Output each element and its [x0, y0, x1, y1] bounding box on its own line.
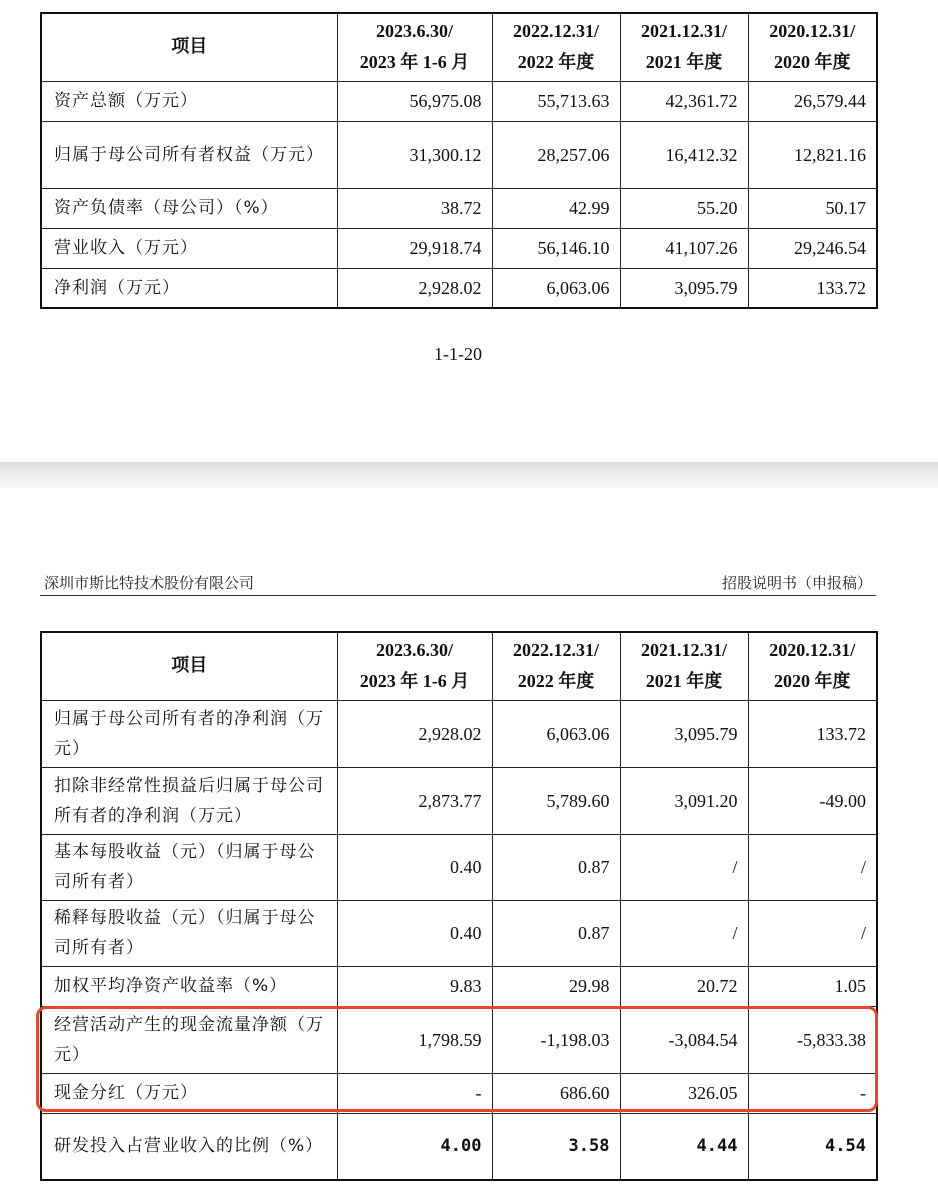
cell-value: 0.40 [337, 900, 492, 966]
header-col-2023h1: 2023.6.30/ 2023 年 1-6 月 [337, 13, 492, 81]
cell-value: - [748, 1073, 877, 1113]
row-label: 经营活动产生的现金流量净额（万元） [41, 1006, 337, 1073]
cell-value: 1.05 [748, 966, 877, 1006]
row-label: 资产总额（万元） [41, 81, 337, 121]
cell-value: 133.72 [748, 700, 877, 767]
cell-value: 9.83 [337, 966, 492, 1006]
table-row [41, 966, 877, 1006]
cell-value: 3,095.79 [620, 700, 748, 767]
table-row [41, 81, 877, 121]
company-name: 深圳市斯比特技术股份有限公司 [44, 574, 255, 592]
table-header-row [41, 632, 877, 700]
header-col-2021: 2021.12.31/ 2021 年度 [620, 632, 748, 700]
cell-value: 0.87 [492, 834, 620, 900]
cell-value: 26,579.44 [748, 81, 877, 121]
cell-value: / [748, 900, 877, 966]
table-row [41, 121, 877, 188]
cell-value: 42,361.72 [620, 81, 748, 121]
row-label: 营业收入（万元） [41, 228, 337, 268]
financial-table-2 [40, 631, 878, 1181]
cell-value: 42.99 [492, 188, 620, 228]
table-row [41, 900, 877, 966]
cell-value: -49.00 [748, 767, 877, 834]
cell-value: 29,918.74 [337, 228, 492, 268]
cell-value: 55,713.63 [492, 81, 620, 121]
header-item: 项目 [41, 632, 337, 700]
row-label: 研发投入占营业收入的比例（%） [41, 1113, 337, 1180]
table-row [41, 1113, 877, 1180]
header-col-2021: 2021.12.31/ 2021 年度 [620, 13, 748, 81]
cell-value: 56,146.10 [492, 228, 620, 268]
cell-value: 55.20 [620, 188, 748, 228]
cell-value: 6,063.06 [492, 268, 620, 308]
table-header-row [41, 13, 877, 81]
running-header [40, 572, 876, 596]
cell-value: 5,789.60 [492, 767, 620, 834]
cell-value: 3.58 [492, 1113, 620, 1180]
document-type: 招股说明书（申报稿） [721, 574, 872, 592]
cell-value: 2,928.02 [337, 268, 492, 308]
financial-table-1 [40, 12, 878, 309]
table-row [41, 268, 877, 308]
cell-value: 2,928.02 [337, 700, 492, 767]
cell-value: 56,975.08 [337, 81, 492, 121]
table-row [41, 228, 877, 268]
row-label: 归属于母公司所有者的净利润（万元） [41, 700, 337, 767]
table-row [41, 1073, 877, 1113]
row-label: 扣除非经常性损益后归属于母公司所有者的净利润（万元） [41, 767, 337, 834]
header-col-2022: 2022.12.31/ 2022 年度 [492, 632, 620, 700]
cell-value: 12,821.16 [748, 121, 877, 188]
cell-value: / [748, 834, 877, 900]
row-label: 资产负债率（母公司）（%） [41, 188, 337, 228]
table-row [41, 767, 877, 834]
cell-value: -5,833.38 [748, 1006, 877, 1073]
cell-value: - [337, 1073, 492, 1113]
cell-value: 16,412.32 [620, 121, 748, 188]
row-label: 基本每股收益（元）（归属于母公司所有者） [41, 834, 337, 900]
cell-value: -1,198.03 [492, 1006, 620, 1073]
cell-value: 133.72 [748, 268, 877, 308]
row-label: 现金分红（万元） [41, 1073, 337, 1113]
row-label: 稀释每股收益（元）（归属于母公司所有者） [41, 900, 337, 966]
row-label: 净利润（万元） [41, 268, 337, 308]
cell-value: / [620, 900, 748, 966]
cell-value: 29,246.54 [748, 228, 877, 268]
header-col-2023h1: 2023.6.30/ 2023 年 1-6 月 [337, 632, 492, 700]
table-row [41, 1006, 877, 1073]
cell-value: 38.72 [337, 188, 492, 228]
page-number: 1-1-20 [434, 344, 482, 364]
header-item: 项目 [41, 13, 337, 81]
row-label: 加权平均净资产收益率（%） [41, 966, 337, 1006]
cell-value: / [620, 834, 748, 900]
table-row [41, 700, 877, 767]
cell-value: 50.17 [748, 188, 877, 228]
cell-value: 4.54 [748, 1113, 877, 1180]
header-col-2020: 2020.12.31/ 2020 年度 [748, 13, 877, 81]
header-col-2020: 2020.12.31/ 2020 年度 [748, 632, 877, 700]
cell-value: 3,095.79 [620, 268, 748, 308]
table-row [41, 188, 877, 228]
page-break [0, 462, 938, 488]
cell-value: 3,091.20 [620, 767, 748, 834]
cell-value: 686.60 [492, 1073, 620, 1113]
cell-value: 6,063.06 [492, 700, 620, 767]
row-label: 归属于母公司所有者权益（万元） [41, 121, 337, 188]
cell-value: 28,257.06 [492, 121, 620, 188]
cell-value: 0.87 [492, 900, 620, 966]
cell-value: 2,873.77 [337, 767, 492, 834]
cell-value: -3,084.54 [620, 1006, 748, 1073]
cell-value: 326.05 [620, 1073, 748, 1113]
cell-value: 1,798.59 [337, 1006, 492, 1073]
cell-value: 20.72 [620, 966, 748, 1006]
cell-value: 29.98 [492, 966, 620, 1006]
table-row [41, 834, 877, 900]
cell-value: 31,300.12 [337, 121, 492, 188]
cell-value: 41,107.26 [620, 228, 748, 268]
header-col-2022: 2022.12.31/ 2022 年度 [492, 13, 620, 81]
cell-value: 4.00 [337, 1113, 492, 1180]
cell-value: 0.40 [337, 834, 492, 900]
cell-value: 4.44 [620, 1113, 748, 1180]
